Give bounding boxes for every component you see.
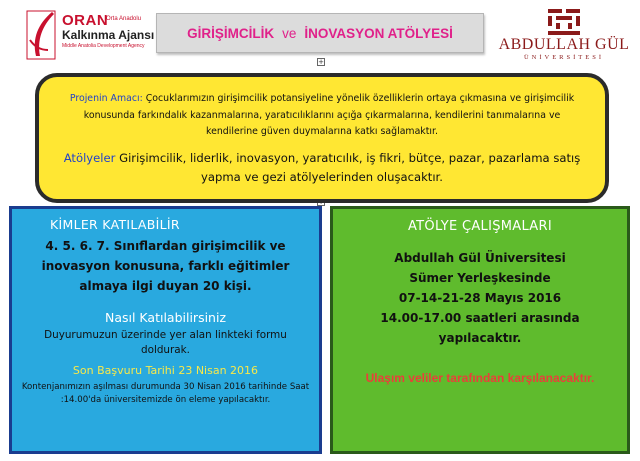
how-heading: Nasıl Katılabilirsiniz [104, 310, 227, 325]
deadline-text: Son Başvuru Tarihi 23 Nisan 2016 [72, 364, 259, 377]
workshops-text: Girişimcilik, liderlik, inovasyon, yaratıcılık, iş fikri, bütçe, pazar, pazarlama satış yapma ve gezi atölyelerinden oluşacaktır. [119, 150, 581, 184]
sessions-details [341, 248, 619, 348]
who-heading: KİMLER KATILABİLİR [50, 217, 180, 232]
transport-note: Ulaşım veliler tarafından karşılanacaktır. [365, 371, 595, 385]
sessions-line-5: yapılacaktır. [438, 331, 522, 345]
participation-box [9, 206, 322, 454]
oran-agency: Kalkınma Ajansı [62, 28, 155, 42]
page-title-box [156, 13, 484, 53]
title-part-2: İNOVASYON ATÖLYESİ [304, 25, 453, 41]
purpose-text: Çocuklarımızın girişimcilik potansiyeline yönelik özelliklerin ortaya çıkmasına ve girişimcilik konusunda farkındalık kazanmalarına, yaratıcılıklarını açığa çıkarmalarına, kendilerini tanımalarına ve kendilerine güven duymalarına katkı sağlamaktır. [83, 93, 575, 137]
quota-note: Kontenjanımızın aşılması durumunda 30 Nisan 2016 tarihinde Saat :14.00'da üniversitemizde ön eleme yapılacaktır. [21, 382, 310, 405]
sessions-line-3: 07-14-21-28 Mayıs 2016 [398, 291, 562, 305]
workshops-paragraph [57, 149, 587, 187]
purpose-paragraph [57, 91, 587, 141]
title-part-1: GİRİŞİMCİLİK [187, 25, 275, 41]
sessions-line-4: 14.00-17.00 saatleri arasında [380, 311, 580, 325]
title-conjunction: ve [282, 25, 297, 41]
agu-logo [496, 8, 632, 62]
sessions-box [330, 206, 630, 454]
page-title [187, 26, 453, 41]
sessions-heading: ATÖLYE ÇALIŞMALARI [408, 219, 552, 234]
oran-logo [26, 8, 155, 62]
sessions-line-1: Abdullah Gül Üniversitesi [394, 251, 566, 265]
workshops-label: Atölyeler [63, 150, 116, 165]
how-text: Duyurumuzun üzerinde yer alan linkteki formu doldurak. [44, 329, 287, 356]
agu-name: ABDULLAH GÜL [498, 36, 630, 53]
sessions-line-2: Sümer Yerleşkesinde [409, 271, 551, 285]
who-text: 4. 5. 6. 7. Sınıflardan girişimcilik ve inovasyon konusuna, farklı eğitimler almaya ilgi duyan 20 kişi. [41, 239, 290, 293]
purpose-box [35, 73, 609, 203]
oran-logo-mark-icon [26, 10, 56, 60]
agu-logo-mark-icon [546, 8, 582, 36]
move-handle-icon[interactable]: + [318, 58, 324, 66]
purpose-label: Projenin Amacı: [69, 93, 143, 104]
oran-name: ORAN [62, 12, 109, 29]
oran-tagline: Orta Anadolu [106, 16, 142, 22]
oran-english-line: Middle Anatolia Development Agency [62, 43, 145, 49]
agu-subtitle: ÜNİVERSİTESİ [523, 54, 605, 61]
